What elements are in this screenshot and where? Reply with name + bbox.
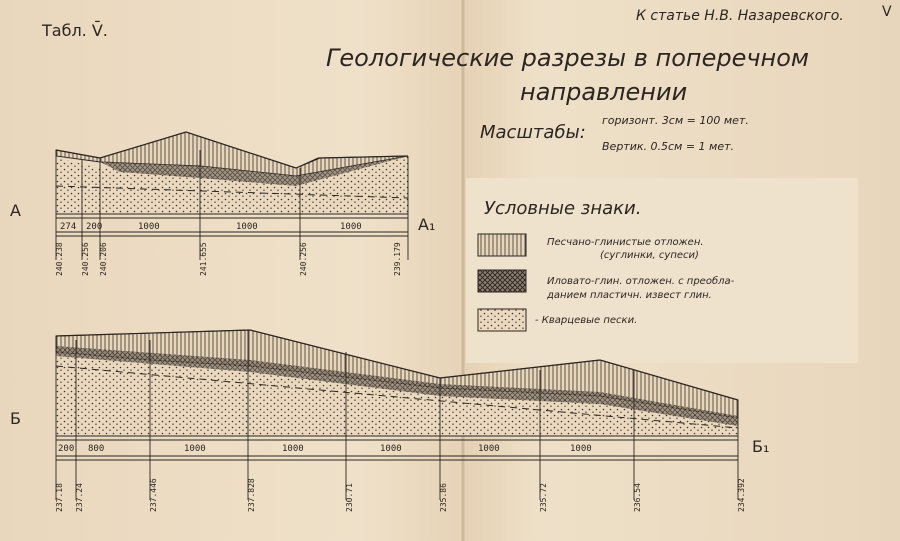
section-a-elevation: 240.238 — [55, 242, 64, 276]
section-a-elevation: 240.256 — [81, 242, 90, 276]
plate-label: Табл. V̄. — [42, 21, 108, 40]
title-line-2: направлении — [520, 78, 688, 106]
section-b-distance: 1000 — [570, 444, 592, 454]
section-b-distance: 800 — [88, 444, 105, 454]
legend-title: Условные знаки. — [484, 198, 642, 219]
scale-label: Масштабы: — [480, 122, 586, 143]
legend-swatch-quartz-sand — [478, 309, 526, 331]
section-a — [10, 132, 435, 276]
section-b-elevation: 237.446 — [149, 478, 158, 512]
section-a-elevation: 241.655 — [199, 242, 208, 276]
section-a-elevation: 239.179 — [393, 242, 402, 276]
section-a-elevation: 240.256 — [299, 242, 308, 276]
legend-item-1-line-1: Песчано-глинистые отложен. — [547, 237, 704, 248]
legend-item-3-line-1: - Кварцевые пески. — [535, 315, 638, 326]
section-a-distance: 274 — [60, 222, 77, 232]
title-line-1: Геологические разрезы в поперечном — [326, 44, 809, 72]
section-a-start-label: А — [10, 201, 21, 220]
corner-mark: V — [882, 4, 892, 20]
section-b-end-label: Б₁ — [752, 437, 770, 456]
section-b-elevation: 237.24 — [75, 483, 84, 512]
section-b-elevation: 235.72 — [539, 483, 548, 512]
section-b-elevation: 235.86 — [439, 483, 448, 512]
legend-swatch-sandy-clay — [478, 234, 526, 256]
section-b-distance: 1000 — [184, 444, 206, 454]
section-a-distance: 1000 — [138, 222, 160, 232]
legend-item-2-line-1: Иловато-глин. отложен. с преобла- — [547, 276, 735, 287]
section-a-distance: 1000 — [340, 222, 362, 232]
section-b-elevation: 234.392 — [737, 478, 746, 512]
section-a-end-label: А₁ — [418, 215, 436, 234]
section-b-distance: 200 — [58, 444, 75, 454]
section-b-distance: 1000 — [478, 444, 500, 454]
section-b-elevation: 237.828 — [247, 478, 256, 512]
legend-item-1-line-2: (суглинки, супеси) — [600, 250, 699, 261]
section-a-distance: 1000 — [236, 222, 258, 232]
section-b-elevation: 237.18 — [55, 483, 64, 512]
section-b-elevation: 230.71 — [345, 483, 354, 512]
section-b-distance: 1000 — [380, 444, 402, 454]
section-b-distance: 1000 — [282, 444, 304, 454]
section-a-distance: 200 — [86, 222, 103, 232]
source-note: К статье Н.В. Назаревского. — [636, 8, 844, 24]
scale-vertical: Вертик. 0.5см = 1 мет. — [602, 140, 735, 153]
scale-horizontal: горизонт. 3см = 100 мет. — [602, 114, 749, 127]
legend-item-2-line-2: данием пластичн. извест глин. — [547, 290, 712, 301]
legend-swatch-silty-clay — [478, 270, 526, 292]
section-a-elevation: 240.206 — [99, 242, 108, 276]
section-b-start-label: Б — [10, 409, 21, 428]
section-b-elevation: 236.54 — [633, 483, 642, 512]
